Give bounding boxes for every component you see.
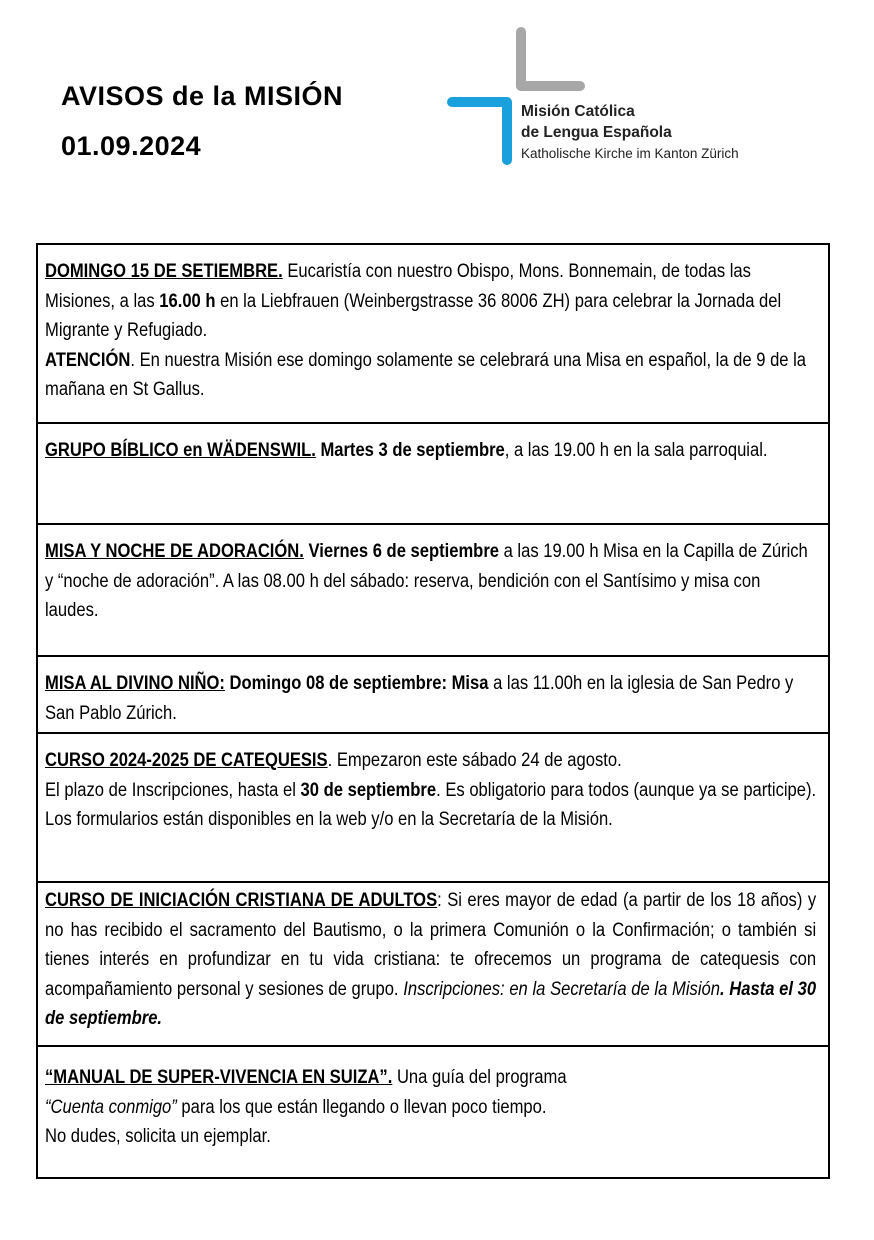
logo-line-2: de Lengua Española [521, 124, 672, 141]
page-title: AVISOS de la MISIÓN [61, 81, 344, 111]
announcement-bold: Viernes 6 de septiembre [308, 541, 499, 562]
announcement-5 [38, 734, 828, 883]
page-date: 01.09.2024 [61, 131, 202, 161]
announcement-heading: CURSO DE INICIACIÓN CRISTIANA DE ADULTOS [45, 890, 438, 911]
announcement-text: . En nuestra Misión ese domingo solamente se celebrará una Misa en español, la de 9 de la mañana en St Gallus. [45, 349, 807, 400]
announcement-text: a las 11.00h en la iglesia de San Pedro y San Pablo Zúrich. [45, 673, 794, 724]
announcement-text: Una guía del programa [392, 1067, 567, 1088]
announcement-text: . Es obligatorio para todos (aunque ya se participe). Los formularios están disponibles en la web y/o en la Secretaría de la Misión. [45, 779, 817, 830]
logo-text [521, 101, 739, 164]
announcement-text: para los que están llegando o llevan poco tiempo. [176, 1096, 547, 1118]
announcement-text: Eucaristía con nuestro Obispo, Mons. Bonnemain, de todas las Misiones, a las [45, 261, 751, 312]
announcement-italic: Inscripciones: en la Secretaría de la Misión [403, 978, 720, 1000]
announcements-box [36, 243, 830, 1179]
announcement-7 [38, 1047, 828, 1177]
announcement-3 [38, 525, 828, 657]
announcement-heading: MISA AL DIVINO NIÑO: [45, 673, 225, 694]
announcement-italic: “Cuenta conmigo” [45, 1096, 177, 1118]
mission-logo [444, 26, 774, 166]
attention-label: ATENCIÓN [45, 349, 131, 371]
announcement-4 [38, 657, 828, 734]
announcement-2 [38, 424, 828, 525]
announcement-text: : Si eres mayor de edad (a partir de los 18 años) y no has recibido el sacramento del Bautismo, o la primera Comunión o la Confirmación; o también si tienes interés en profundizar en tu vida cristiana: te ofrecemos un programa de catequesis con acompañamiento personal y sesiones de grupo. [45, 890, 817, 1000]
announcement-heading: “MANUAL DE SUPER-VIVENCIA EN SUIZA”. [45, 1067, 393, 1088]
announcement-bold: Domingo 08 de septiembre: Misa [224, 673, 489, 694]
announcement-text: , a las 19.00 h en la sala parroquial. [504, 440, 768, 461]
announcement-bold: 30 de septiembre [300, 779, 437, 801]
logo-line-3: Katholische Kirche im Kanton Zürich [521, 146, 739, 161]
announcement-heading: MISA Y NOCHE DE ADORACIÓN. [45, 541, 304, 562]
announcement-bold-italic: . Hasta el 30 de septiembre. [45, 978, 817, 1029]
announcement-6 [38, 883, 828, 1047]
announcement-bold: Martes 3 de septiembre [320, 440, 505, 461]
announcement-heading: DOMINGO 15 DE SETIEMBRE. [45, 261, 283, 282]
announcement-bold: 16.00 h [159, 290, 216, 312]
announcement-text: a las 19.00 h Misa en la Capilla de Zúrich y “noche de adoración”. A las 08.00 h del sábado: reserva, bendición con el Santísimo y misa con laudes. [45, 541, 808, 621]
logo-line-1: Misión Católica [521, 103, 635, 120]
announcement-1 [38, 245, 828, 424]
announcement-heading: CURSO 2024-2025 DE CATEQUESIS [45, 750, 328, 771]
announcement-text: No dudes, solicita un ejemplar. [45, 1126, 271, 1147]
announcement-text: . Empezaron este sábado 24 de agosto. [327, 750, 622, 771]
announcement-text: en la Liebfrauen (Weinbergstrasse 36 8006 ZH) para celebrar la Jornada del Migrante y Refugiado. [45, 290, 782, 341]
announcement-heading: GRUPO BÍBLICO en WÄDENSWIL. [45, 440, 316, 461]
announcement-text: El plazo de Inscripciones, hasta el [45, 779, 301, 801]
